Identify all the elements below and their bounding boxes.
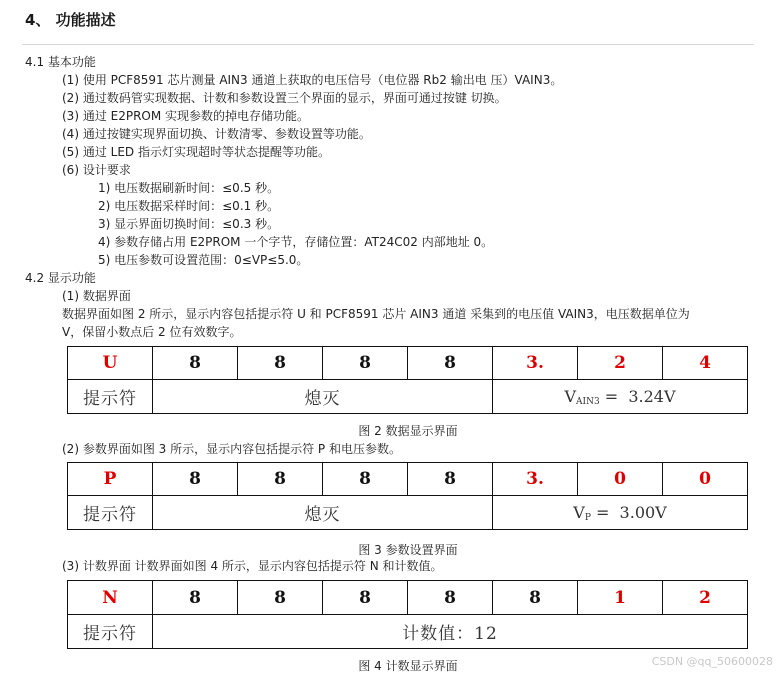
basic-item: (1) 使用 PCF8591 芯片测量 AIN3 通道上获取的电压信号（电位器 Rb2 输出电 压）VAIN3。 (62, 73, 563, 87)
segment-digit: 8 (323, 347, 408, 380)
description-row (68, 496, 748, 530)
segment-digit: 0 (578, 463, 663, 496)
watermark: CSDN @qq_50600028 (651, 655, 773, 668)
value-symbol: V (573, 502, 585, 522)
segment-digit: 8 (153, 347, 238, 380)
voltage-value (493, 380, 748, 414)
segment-digit: 8 (408, 581, 493, 615)
data-screen-desc: 数据界面如图 2 所示，显示内容包括提示符 U 和 PCF8591 芯片 AIN3 通道 采集到的电压值 VAIN3，电压数据单位为 (62, 307, 690, 321)
digit-row (68, 463, 748, 496)
divider (22, 44, 754, 45)
digit-row (68, 347, 748, 380)
requirement-item: 1) 电压数据刷新时间：≤0.5 秒。 (98, 181, 280, 195)
count-screen-desc: (3) 计数界面 计数界面如图 4 所示，显示内容包括提示符 N 和计数值。 (62, 559, 443, 573)
data-display-table (67, 346, 748, 414)
segment-digit: 8 (323, 463, 408, 496)
value-subscript: P (584, 512, 591, 523)
segment-digit: 1 (578, 581, 663, 615)
segment-digit: 2 (578, 347, 663, 380)
segment-digit: 3. (493, 463, 578, 496)
subsection-title-display: 4.2 显示功能 (25, 271, 96, 285)
segment-prompt: P (68, 463, 153, 496)
basic-item: (2) 通过数码管实现数据、计数和参数设置三个界面的显示，界面可通过按键 切换。 (62, 91, 507, 105)
segment-digit: 3. (493, 347, 578, 380)
value-text: = 3.00V (590, 502, 667, 522)
value-text: = 3.24V (599, 386, 676, 406)
requirement-item: 5) 电压参数可设置范围：0≤VP≤5.0。 (98, 253, 309, 267)
segment-digit: 0 (663, 463, 748, 496)
segment-prompt: N (68, 581, 153, 615)
segment-digit: 4 (663, 347, 748, 380)
count-display-table (67, 580, 748, 649)
value-subscript: AIN3 (576, 396, 600, 407)
prompt-label: 提示符 (68, 380, 153, 414)
segment-digit: 2 (663, 581, 748, 615)
figure-caption: 图 3 参数设置界面 (358, 543, 458, 557)
figure-caption: 图 2 数据显示界面 (358, 424, 458, 438)
basic-item: (6) 设计要求 (62, 163, 131, 177)
description-row (68, 380, 748, 414)
segment-digit: 8 (153, 463, 238, 496)
segment-digit: 8 (238, 347, 323, 380)
value-symbol: V (564, 386, 577, 406)
subsection-title-basic: 4.1 基本功能 (25, 55, 96, 69)
param-value (493, 496, 748, 530)
segment-digit: 8 (323, 581, 408, 615)
segment-digit: 8 (408, 463, 493, 496)
requirement-item: 2) 电压数据采样时间：≤0.1 秒。 (98, 199, 280, 213)
basic-item: (5) 通过 LED 指示灯实现超时等状态提醒等功能。 (62, 145, 330, 159)
requirement-item: 4) 参数存储占用 E2PROM 一个字节，存储位置：AT24C02 内部地址 0。 (98, 235, 494, 249)
segment-digit: 8 (493, 581, 578, 615)
segment-digit: 8 (153, 581, 238, 615)
off-label: 熄灭 (153, 496, 493, 530)
data-screen-heading: (1) 数据界面 (62, 289, 131, 303)
segment-prompt: U (68, 347, 153, 380)
description-row (68, 615, 748, 649)
data-screen-desc: V，保留小数点后 2 位有效数字。 (62, 325, 242, 339)
requirement-item: 3) 显示界面切换时间：≤0.3 秒。 (98, 217, 280, 231)
prompt-label: 提示符 (68, 496, 153, 530)
basic-item: (4) 通过按键实现界面切换、计数清零、参数设置等功能。 (62, 127, 371, 141)
segment-digit: 8 (238, 581, 323, 615)
basic-item: (3) 通过 E2PROM 实现参数的掉电存储功能。 (62, 109, 310, 123)
segment-digit: 8 (238, 463, 323, 496)
count-value: 计数值：12 (153, 615, 748, 649)
section-title: 4、 功能描述 (25, 11, 116, 29)
off-label: 熄灭 (153, 380, 493, 414)
prompt-label: 提示符 (68, 615, 153, 649)
figure-caption: 图 4 计数显示界面 (358, 659, 458, 673)
segment-digit: 8 (408, 347, 493, 380)
param-screen-desc: (2) 参数界面如图 3 所示，显示内容包括提示符 P 和电压参数。 (62, 442, 401, 456)
param-display-table (67, 462, 748, 530)
digit-row (68, 581, 748, 615)
